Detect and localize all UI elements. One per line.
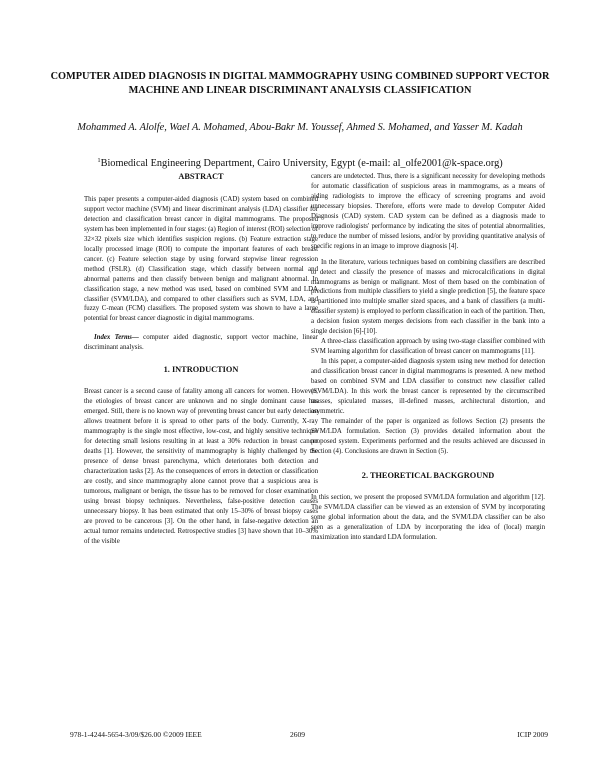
abstract-heading: ABSTRACT — [178, 172, 224, 181]
left-column — [84, 172, 318, 547]
organization-paragraph: The remainder of the paper is organized as follows Section (2) presents the SVM/LDA formulation. Section (3) provides detailed information about the proposed system. Experiments performed and the results achieved are discussed in Section (4). Conclusions are drawn in Section (5). — [311, 417, 545, 455]
affiliation — [50, 157, 550, 171]
page-footer — [70, 729, 548, 741]
right-column — [311, 172, 545, 542]
affiliation-text: Biomedical Engineering Department, Cairo University, Egypt (e-mail: al_olfe2001@k-space.org) — [100, 158, 503, 169]
introduction-paragraph: Breast cancer is a second cause of fatality among all cancers for women. However, the etiologies of breast cancer are unknown and no single dominant cause has emerged. Still, there is no known way of preventing breast cancer but early detection allows treatment before it is spread to other parts of the body. Currently, X-ray mammography is the single most effective, low-cost, and highly sensitive technique for detecting small lesions resulting in at least a 30% reduction in breast cancer deaths [1]. However, the sensitivity of mammography is highly challenged by the presence of dense breast parenchyma, which deteriorates both detection and characterization tasks [2]. As the consequences of errors in detection or classification are costly, and since mammography alone cannot prove that a suspicious area is tumorous, malignant or benign, the tissue has to be removed for closer examination using breast biopsy techniques. Nevertheless, false-positive detection causes unnecessary biopsy. It has been estimated that only 15–30% of breast biopsy cases are proved to be cancerous [3]. On the other hand, in false-negative detection an actual tumor remains undetected. Retrospective studies [3] have shown that 10–30% of the visible — [84, 388, 318, 545]
theory-paragraph: In this section, we present the proposed SVM/LDA formulation and algorithm [12]. The SVM/LDA classifier can be viewed as an extension of SVM by incorporating some global information about the data, and the SVM/LDA classifier can be also seen as a generalization of LDA by incorporating the idea of (local) margin maximization into standard LDA formulation. — [311, 493, 545, 541]
theory-heading: 2. THEORETICAL BACKGROUND — [361, 470, 495, 480]
introduction-heading: 1. INTRODUCTION — [163, 365, 239, 375]
proposed-system-paragraph: In this paper, a computer-aided diagnosis system using new method for detection and classification breast cancer in digital mammograms is presented. A new method based on combined SVM and LDA classifier to construct new classifier called (SVM/LDA). In this work the breast cancer is represented by the circumscribed masses, spiculated masses, ill-defined masses, architectural distortion, and asymmetric. — [311, 358, 545, 415]
abstract-text: This paper presents a computer-aided diagnosis (CAD) system based on combined support vector machine (SVM) and linear discriminant analysis (LDA) classifier for detection and classification breast cancer in digital mammograms. The proposed system has been implemented in four stages: (a) Region of interest (ROI) selection of 32×32 pixels size which identifies suspicion regions. (b) Feature extraction stage locally processed image (ROI) to compute the important features of each breast cancer. (c) Feature selection stage by using forward stepwise linear regression method (FSLR). (d) Classification stage, which classify between normal and abnormal patterns and then classify between benign and malignant abnormal. In classification stage, a new method was used, based on combined SVM and LDA classifier (SVM/LDA), and compared to other classifiers such as SVM, LDA, and fuzzy C-mean (FCM) classifiers. The proposed system was shown to have a large potential for breast cancer diagnostic in digital mammograms. — [84, 196, 318, 323]
affiliation-mark: 1 — [97, 157, 101, 164]
page-number: 2609 — [290, 730, 305, 739]
index-terms — [84, 333, 318, 353]
index-terms-text: computer aided diagnostic, support vector machine, linear discriminant analysis. — [84, 334, 318, 352]
conference-name: ICIP 2009 — [517, 730, 548, 739]
author-list: Mohammed A. Alolfe, Wael A. Mohamed, Abou-Bakr M. Youssef, Ahmed S. Mohamed, and Yasser M. Kadah — [77, 122, 523, 133]
three-class-paragraph: A three-class classification approach by using two-stage classifier combined with SVM learning algorithm for classification of breast cancer on mammograms [11]. — [311, 338, 545, 356]
index-terms-label: Index Terms— — [94, 334, 139, 342]
introduction-paragraph-continued: cancers are undetected. Thus, there is a significant necessity for developing methods for automatic classification of suspicious areas in mammograms, as a means of aiding radiologists to improve the efficacy of screening programs and avoid unnecessary biopsies. Therefore, efforts were made to develop Computer Aided Diagnosis (CAD) system. CAD system can be defined as a diagnosis made to improve radiologists' performance by indicating the sites of potential abnormalities, to reduce the number of missed lesions, and/or by providing quantitative analysis of specific regions in an image to improve diagnosis [4]. — [311, 173, 545, 250]
paper-title: COMPUTER AIDED DIAGNOSIS IN DIGITAL MAMMOGRAPHY USING COMBINED SUPPORT VECTOR MACHINE AND LINEAR DISCRIMINANT ANALYSIS CLASSIFICATION — [50, 71, 550, 96]
footer-isbn: 978-1-4244-5654-3/09/$26.00 ©2009 IEEE — [70, 730, 202, 739]
literature-paragraph: In the literature, various techniques based on combining classifiers are described to detect and classify the presence of masses and microcalcifications in digital mammograms as benign or malignant. Most of them based on the combination of predictions from multiple classifiers to yield a single prediction [5], the feature space is partitioned into multiple smaller sized spaces, and a bank of classifiers (a multi-classifier system) is employed to perform classification in each of the partition. Then, a decision fusion system merges decisions from each classifier in the bank into a single decision [6]-[10]. — [311, 258, 546, 336]
